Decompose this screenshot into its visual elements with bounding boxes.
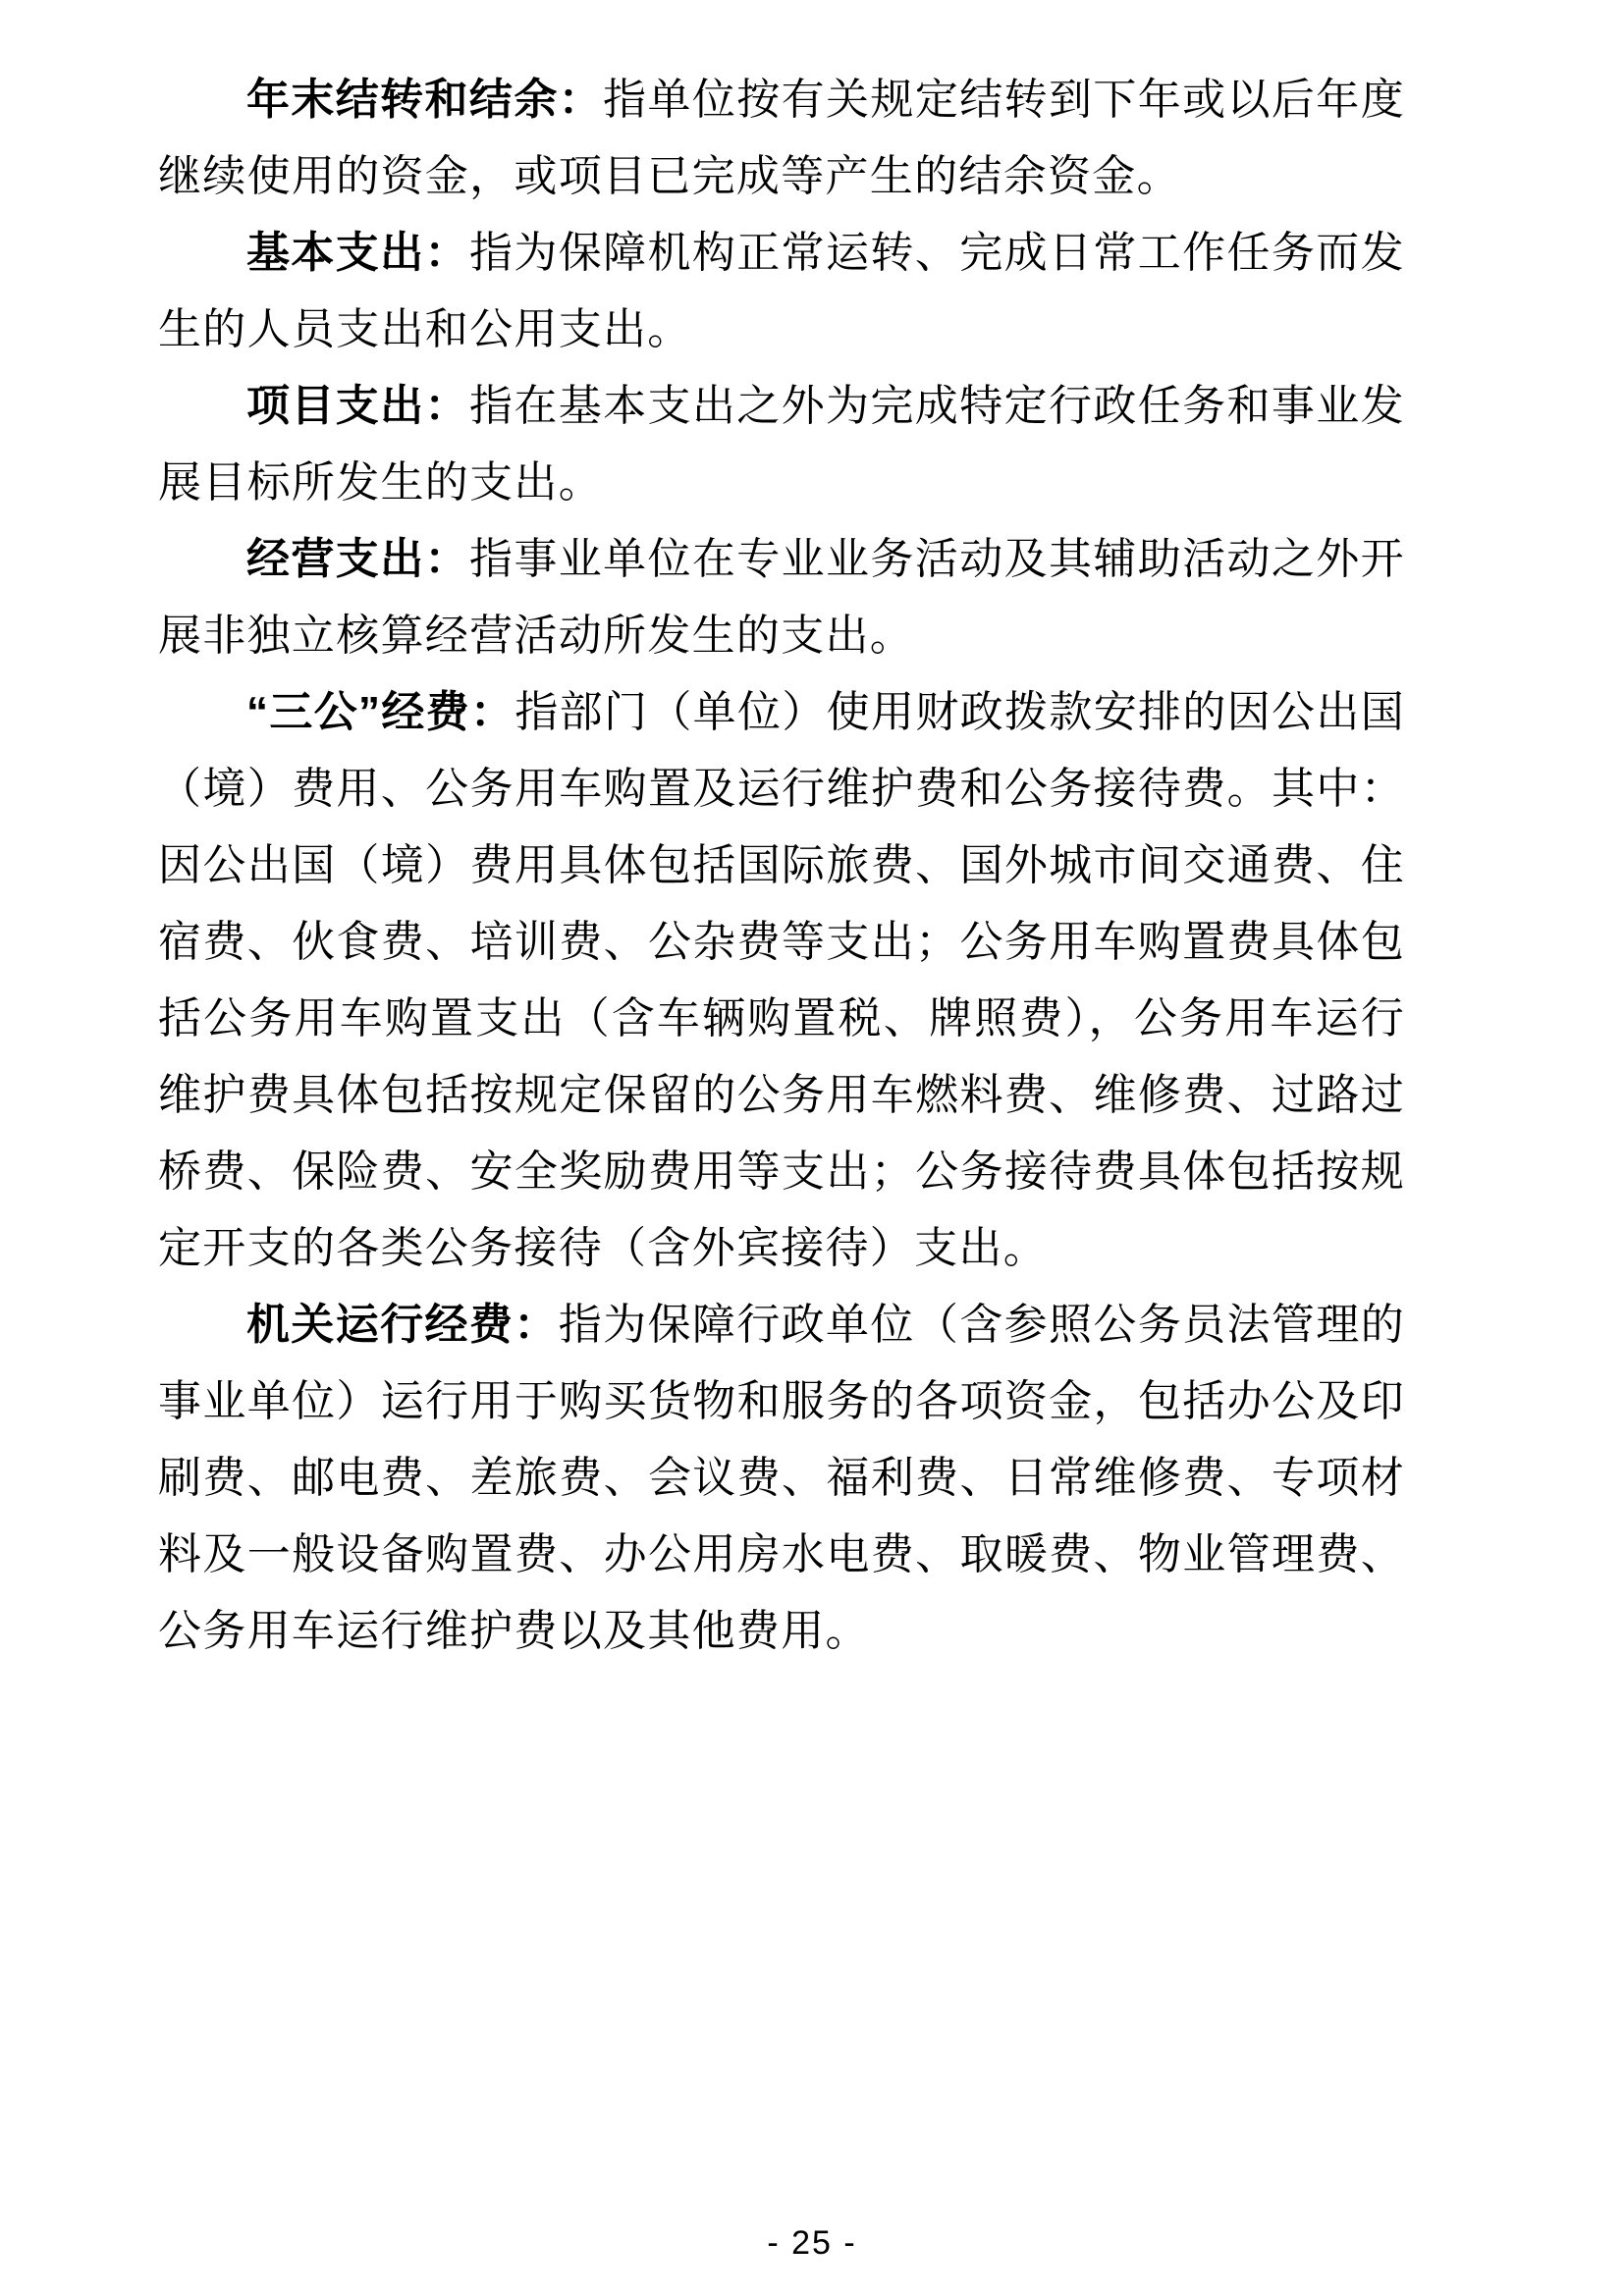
- definition-paragraph-agency-operating-funds: [158, 1287, 1405, 1670]
- definition-body: 指部门（单位）使用财政拨款安排的因公出国（境）费用、公务用车购置及运行维护费和公务接待费。其中：因公出国（境）费用具体包括国际旅费、国外城市间交通费、住宿费、伙食费、培训费、公杂费等支出；公务用车购置费具体包括公务用车购置支出（含车辆购置税、牌照费），公务用车运行维护费具体包括按规定保留的公务用车燃料费、维修费、过路过桥费、保险费、安全奖励费用等支出；公务接待费具体包括按规定开支的各类公务接待（含外宾接待）支出。: [158, 688, 1405, 1272]
- definition-paragraph-project-expenditure: [158, 368, 1405, 521]
- definition-body: 指为保障行政单位（含参照公务员法管理的事业单位）运行用于购买货物和服务的各项资金，包括办公及印刷费、邮电费、差旅费、会议费、福利费、日常维修费、专项材料及一般设备购置费、办公用房水电费、取暖费、物业管理费、公务用车运行维护费以及其他费用。: [158, 1301, 1405, 1655]
- definition-term: 项目支出：: [246, 382, 469, 430]
- definition-body: 指单位按有关规定结转到下年或以后年度继续使用的资金，或项目已完成等产生的结余资金。: [158, 76, 1405, 200]
- definition-body: 指事业单位在专业业务活动及其辅助活动之外开展非独立核算经营活动所发生的支出。: [158, 535, 1405, 660]
- definition-term: 基本支出：: [246, 229, 469, 277]
- page-footer: [0, 2224, 1624, 2263]
- definition-term: 机关运行经费：: [246, 1301, 559, 1349]
- page-number: - 25 -: [767, 2224, 857, 2262]
- definition-term: “三公”经费：: [246, 688, 515, 736]
- definition-paragraph-basic-expenditure: [158, 215, 1405, 368]
- definition-paragraph-operating-expenditure: [158, 521, 1405, 674]
- definition-body: 指在基本支出之外为完成特定行政任务和事业发展目标所发生的支出。: [158, 382, 1405, 507]
- definition-paragraph-carryover: [158, 62, 1405, 215]
- definition-paragraph-three-public-funds: [158, 674, 1405, 1287]
- definition-body: 指为保障机构正常运转、完成日常工作任务而发生的人员支出和公用支出。: [158, 229, 1405, 353]
- definition-term: 年末结转和结余：: [246, 76, 604, 124]
- definitions-section: [158, 62, 1405, 1670]
- definition-term: 经营支出：: [246, 535, 469, 583]
